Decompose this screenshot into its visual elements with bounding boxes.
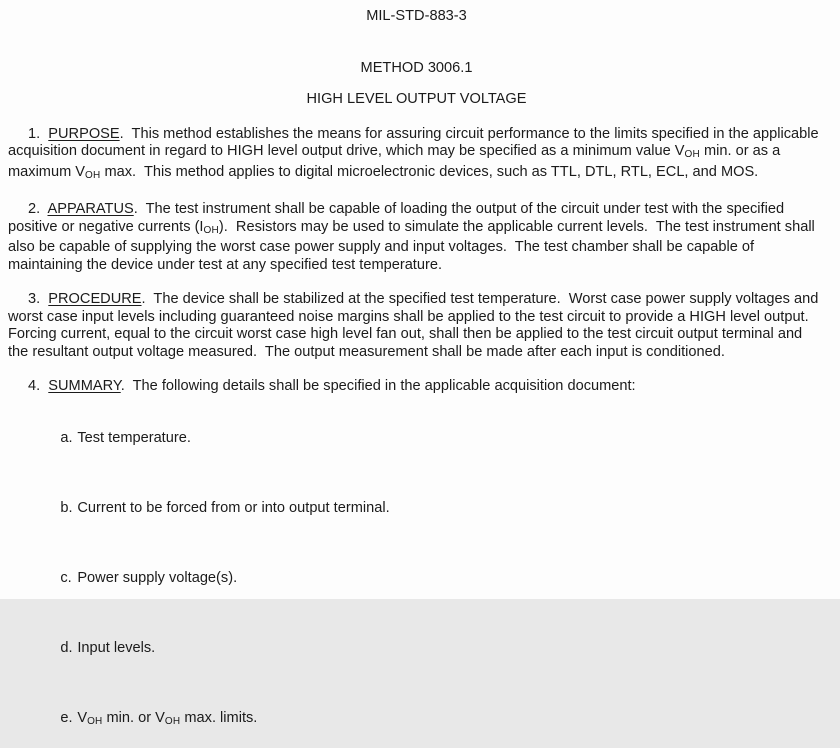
- list-item-a: [8, 413, 825, 466]
- paragraph-summary: 4. SUMMARY. The following details shall be specified in the applicable acquisition document:: [8, 378, 825, 396]
- list-marker-b: b.: [60, 500, 77, 518]
- list-item-e: [8, 693, 825, 748]
- standard-number: MIL-STD-883-3: [8, 8, 825, 26]
- summary-list: [8, 413, 825, 748]
- list-item-d: [8, 623, 825, 676]
- list-item-text-a: Test temperature.: [77, 430, 191, 446]
- paragraph-apparatus: 2. APPARATUS. The test instrument shall be capable of loading the output of the circuit under test with the specified positive or negative currents $(I_{OH})$. Resistors may be used to simulate the applicable current levels. The test instrument shall also be capable of supplying the worst case power supply and input voltages. The test chamber shall be capable of maintaining the device under test at any specified test temperature.: [8, 201, 825, 274]
- list-item-text-c: Power supply voltage(s).: [77, 570, 237, 586]
- list-item-text-b: Current to be forced from or into output terminal.: [77, 500, 389, 516]
- list-item-b: [8, 483, 825, 536]
- list-item-text-e: $V_{OH}$ min. or $V_{OH}$ max. limits.: [77, 710, 257, 726]
- list-marker-d: d.: [60, 640, 77, 658]
- list-marker-a: a.: [60, 430, 77, 448]
- list-marker-e: e.: [60, 710, 77, 728]
- list-item-c: [8, 553, 825, 606]
- paragraph-purpose: 1. PURPOSE. This method establishes the means for assuring circuit performance to the limits specified in the applicable acquisition document in regard to HIGH level output drive, which may be specified as a minimum value $V_{OH}$ min. or as a maximum $V_{OH}$ max. This method applies to digital microelectronic devices, such as TTL, DTL, RTL, ECL, and MOS.: [8, 126, 825, 185]
- method-number: METHOD 3006.1: [8, 60, 825, 78]
- list-marker-c: c.: [60, 570, 77, 588]
- list-item-text-d: Input levels.: [77, 640, 155, 656]
- paragraph-procedure: 3. PROCEDURE. The device shall be stabilized at the specified test temperature. Worst case power supply voltages and worst case input levels including guaranteed noise margins shall be applied to the test circuit to provide a HIGH level output. Forcing current, equal to the circuit worst case high level fan out, shall then be applied to the test circuit output terminal and the resultant output voltage measured. The output measurement shall be made after each input is conditioned.: [8, 291, 825, 361]
- method-title: HIGH LEVEL OUTPUT VOLTAGE: [8, 91, 825, 109]
